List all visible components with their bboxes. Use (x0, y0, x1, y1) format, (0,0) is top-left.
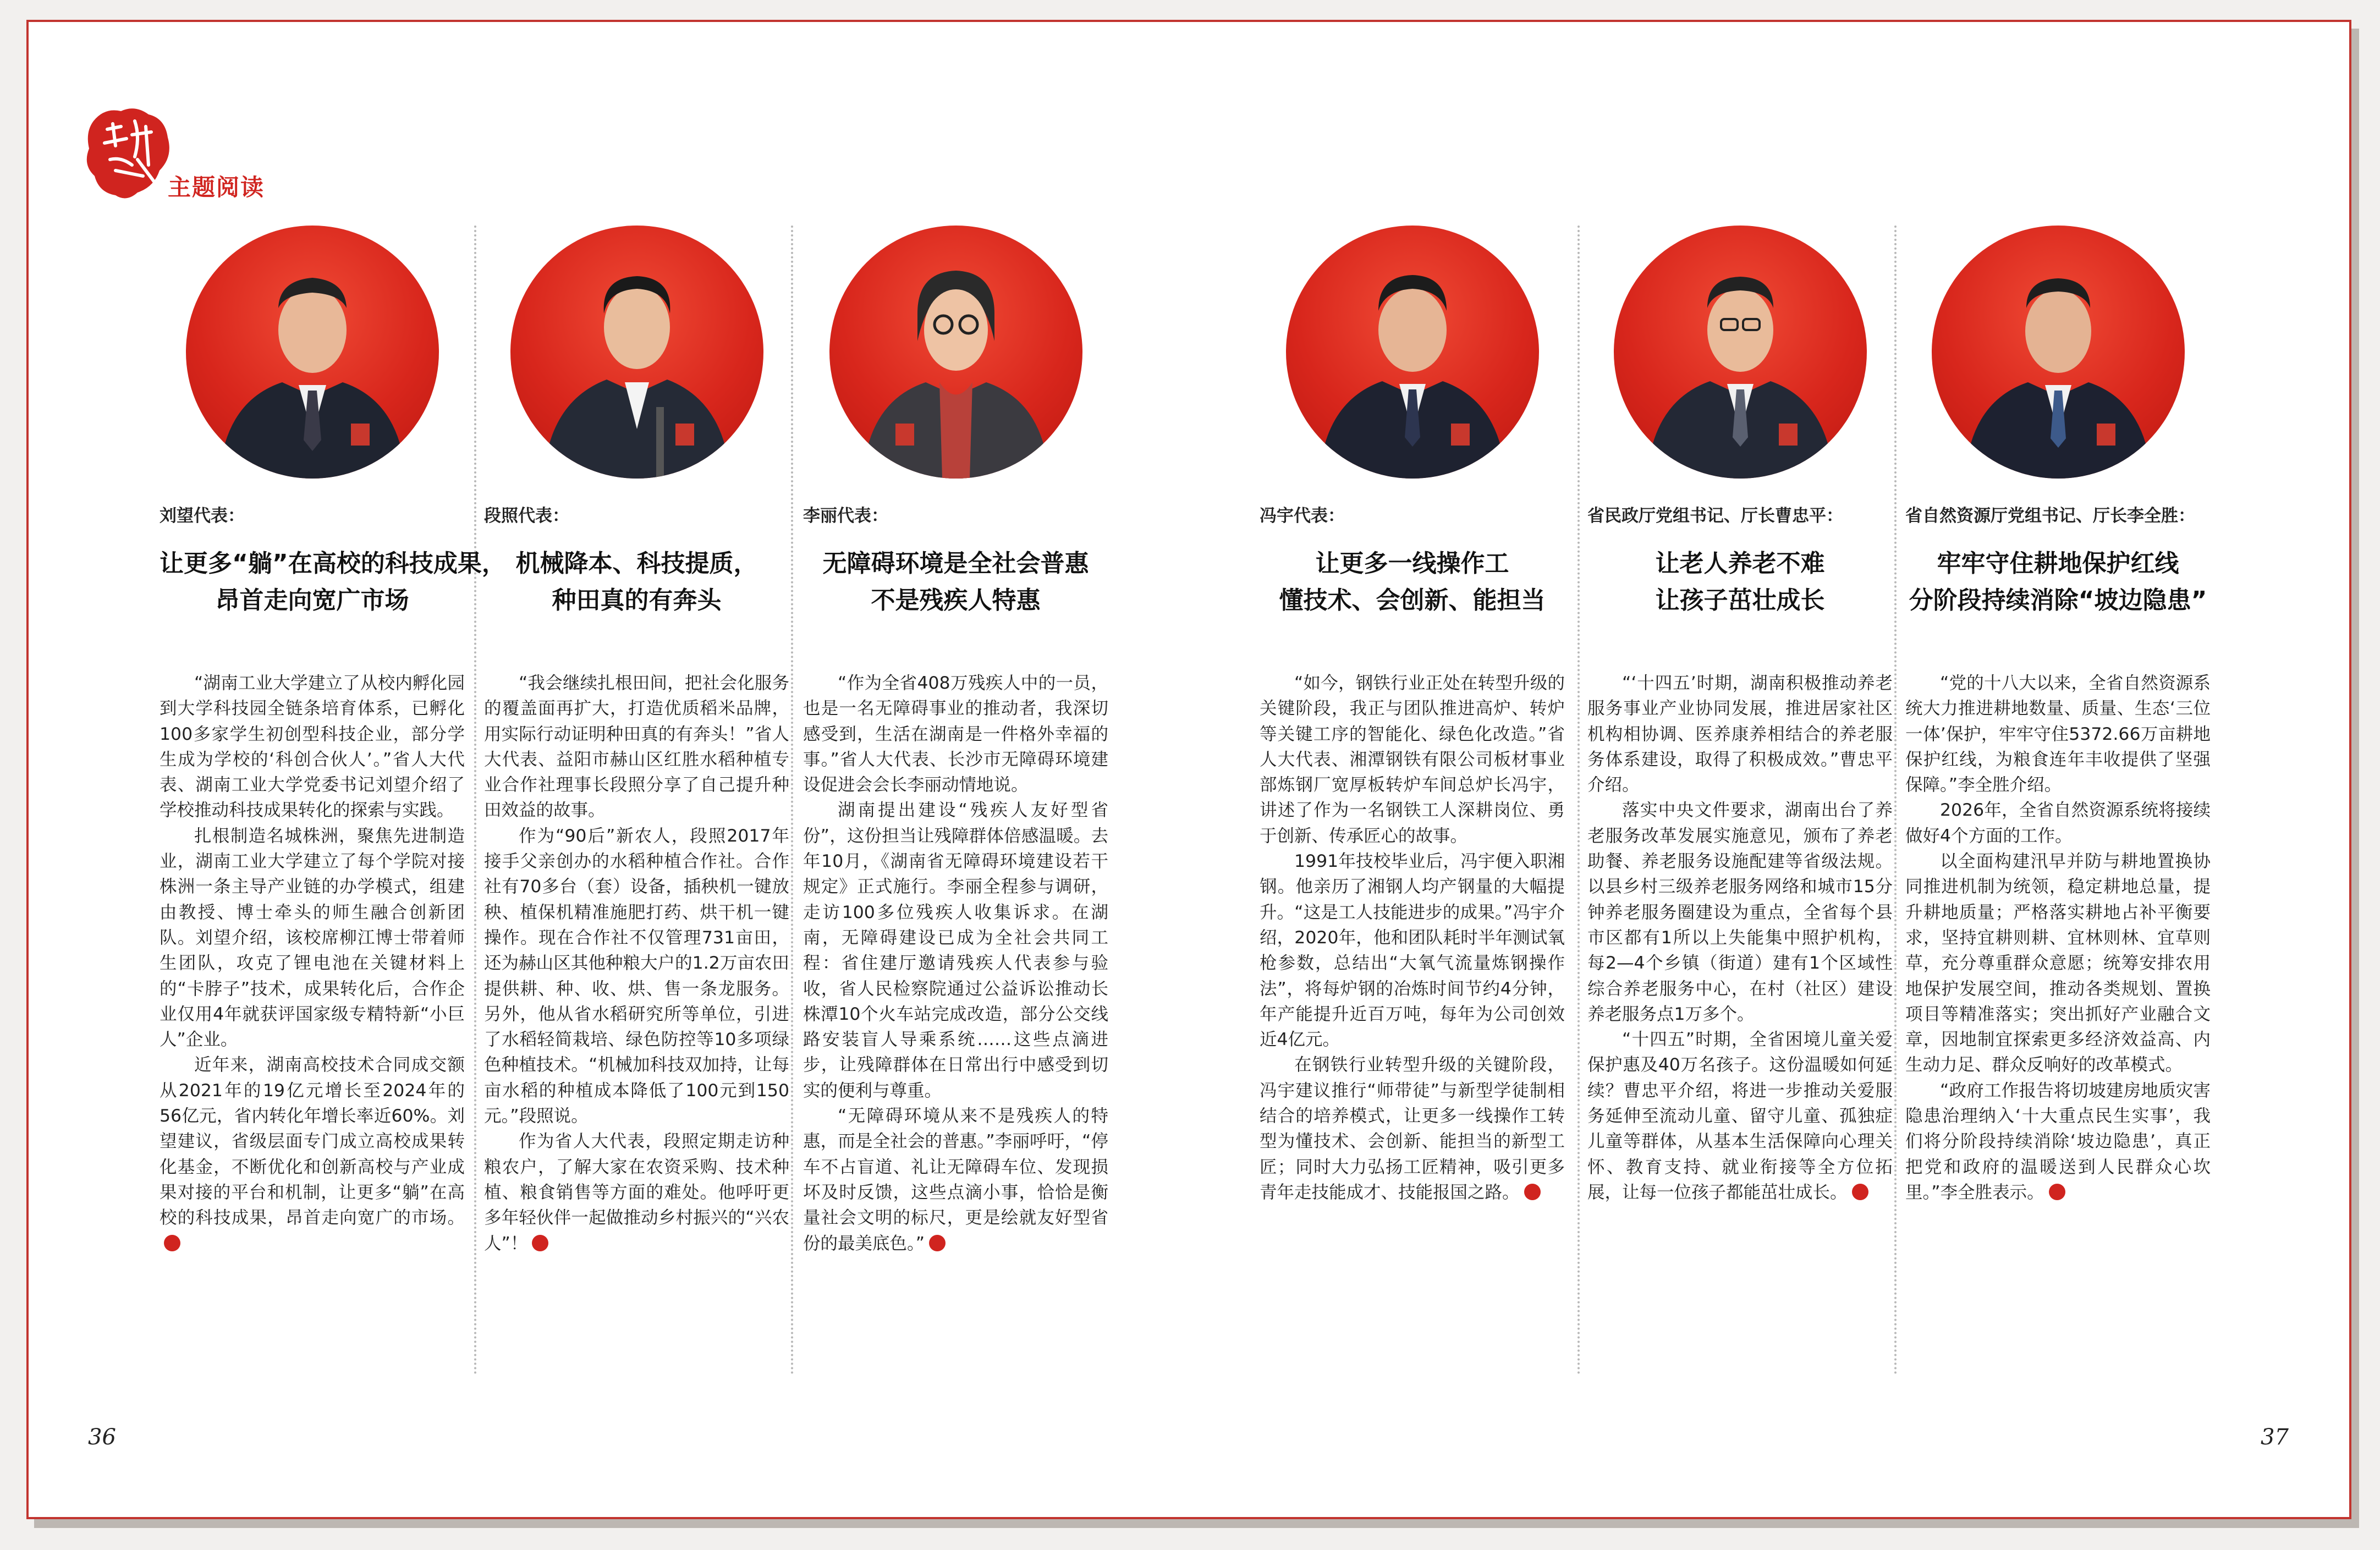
speaker-name: 李丽代表： (803, 506, 888, 526)
portrait-photo (1286, 226, 1539, 479)
article-headline: 让更多“躺”在高校的科技成果， 昂首走向宽广市场 (160, 549, 506, 614)
end-mark-icon (532, 1235, 548, 1251)
speaker-name: 刘望代表： (160, 506, 245, 526)
speaker-name: 段照代表： (484, 506, 569, 526)
portrait-photo (186, 226, 439, 479)
article-headline: 让老人养老不难 让孩子茁壮成长 (1655, 549, 1825, 614)
end-mark-icon (2049, 1184, 2065, 1200)
page-number-left: 36 (88, 1425, 116, 1450)
portrait-photo (829, 226, 1082, 479)
article-body: “作为全省408万残疾人中的一员，也是一名无障碍事业的推动者，我深切感受到，生活在湖南是一件格外幸福的事。”省人大代表、长沙市无障碍环境建设促进会会长李丽动情地说。 湖南提出建设“残疾人友好型省份”，这份担当让残障群体倍感温暖。去年10月，《湖南省无障碍环境建设若干规定》正式施行。李丽全程参与调研，走访100多位残疾人收集诉求。在湖南，无障碍建设已成为全社会共同工程：省住建厅邀请残疾人代表参与验收，省人民检察院通过公益诉讼推动长株潭10个火车站完成改造，部分公交线路安装盲人导乘系统……这些点滴进步，让残障群体在日常出行中感受到切实的便利与尊重。 “无障碍环境从来不是残疾人的特惠，而是全社会的普惠。”李丽呼吁，“停车不占盲道、礼让无障碍车位、发现损坏及时反馈，这些点滴小事，恰恰是衡量社会文明的标尺，更是绘就友好型省份的最美底色。” (803, 673, 1108, 1254)
column-divider (1577, 226, 1580, 1375)
article-column (1260, 226, 1565, 1205)
article-body: “‘十四五’时期，湖南积极推动养老服务事业产业协同发展，推进居家社区机构相协调、医养康养相结合的养老服务体系建设，取得了积极成效。”曹忠平介绍。 落实中央文件要求，湖南出台了养老服务改革发展实施意见，颁布了养老助餐、养老服务设施配建等省级法规。以县乡村三级养老服务网络和城市15分钟养老服务圈建设为重点，全省每个县市区都有1所以上失能集中照护机构，每2—4个乡镇（街道）建有1个区域性综合养老服务中心，在村（社区）建设养老服务点1万多个。 “十四五”时期，全省困境儿童关爱保护惠及40万名孩子。这份温暖如何延续？曹忠平介绍，将进一步推动关爱服务延伸至流动儿童、留守儿童、孤独症儿童等群体，从基本生活保障向心理关怀、教育支持、就业衔接等全方位拓展，让每一位孩子都能茁壮成长。 (1587, 673, 1893, 1202)
article-column (803, 226, 1108, 1256)
speaker-name: 冯宇代表： (1260, 506, 1345, 526)
article-body: “如今，钢铁行业正处在转型升级的关键阶段，我正与团队推进高炉、转炉等关键工序的智能化、绿色化改造。”省人大代表、湘潭钢铁有限公司板材事业部炼钢厂宽厚板转炉车间总炉长冯宇，讲述了作为一名钢铁工人深耕岗位、勇于创新、传承匠心的故事。 1991年技校毕业后，冯宇便入职湘钢。他亲历了湘钢人均产钢量的大幅提升。“这是工人技能进步的成果。”冯宇介绍，2020年，他和团队耗时半年测试氧枪参数，总结出“大氧气流量炼钢操作法”，将每炉钢的冶炼时间节约4分钟，年产能提升近百万吨，每年为公司创效近4亿元。 在钢铁行业转型升级的关键阶段，冯宇建议推行“师带徒”与新型学徒制相结合的培养模式，让更多一线操作工转型为懂技术、会创新、能担当的新型工匠；同时大力弘扬工匠精神，吸引更多青年走技能成才、技能报国之路。 (1260, 673, 1565, 1202)
speaker-name: 省民政厅党组书记、厅长曹忠平： (1587, 506, 1843, 526)
end-mark-icon (1852, 1184, 1868, 1200)
article-column (484, 226, 789, 1256)
section-label: 主题阅读 (168, 174, 265, 201)
article-headline: 让更多一线操作工 懂技术、会创新、能担当 (1279, 549, 1546, 614)
column-divider (474, 226, 476, 1375)
article-headline: 机械降本、科技提质， 种田真的有奔头 (515, 549, 758, 614)
article-column (160, 226, 506, 1256)
article-body: “湖南工业大学建立了从校内孵化园到大学科技园全链条培育体系，已孵化100多家学生初创型科技企业，部分学生成为学校的‘科创合伙人’。”省人大代表、湖南工业大学党委书记刘望介绍了学校推动科技成果转化的探索与实践。 扎根制造名城株洲，聚焦先进制造业，湖南工业大学建立了每个学院对接株洲一条主导产业链的办学模式，组建由教授、博士牵头的师生融合创新团队。刘望介绍，该校席柳江博士带着师生团队，攻克了锂电池在关键材料上的“卡脖子”技术，成果转化后，合作企业仅用4年就获评国家级专精特新“小巨人”企业。 近年来，湖南高校技术合同成交额从2021年的19亿元增长至2024年的56亿元，省内转化年增长率近60%。刘望建议，省级层面专门成立高校成果转化基金，不断优化和创新高校与产业成果对接的平台和机制，让更多“躺”在高校的科技成果，昂首走向宽广的市场。 (160, 670, 465, 1256)
page-number-right: 37 (2261, 1425, 2289, 1450)
column-divider (1894, 226, 1897, 1375)
article-column (1905, 226, 2211, 1205)
portrait-photo (510, 226, 763, 479)
magazine-logo (83, 105, 173, 204)
portrait-photo (1614, 226, 1867, 479)
portrait-photo (1932, 226, 2185, 479)
end-mark-icon (164, 1235, 180, 1251)
article-body: “党的十八大以来，全省自然资源系统大力推进耕地数量、质量、生态‘三位一体’保护，牢牢守住5372.66万亩耕地保护红线，为粮食连年丰收提供了坚强保障。”李全胜介绍。 2026年，全省自然资源系统将接续做好4个方面的工作。 以全面构建汛早并防与耕地置换协同推进机制为统领，稳定耕地总量，提升耕地质量；严格落实耕地占补平衡要求，坚持宜耕则耕、宜林则林、宜草则草，充分尊重群众意愿；统筹安排农用地保护发展空间，推动各类规划、置换项目等精准落实；突出抓好产业融合文章，因地制宜探索更多经济效益高、内生动力足、群众反响好的改革模式。 “政府工作报告将切坡建房地质灾害隐患治理纳入‘十大重点民生实事’，我们将分阶段持续消除‘坡边隐患’，真正把党和政府的温暖送到人民群众心坎里。”李全胜表示。 (1905, 673, 2211, 1202)
column-divider (791, 226, 793, 1375)
end-mark-icon (929, 1235, 946, 1251)
speaker-name: 省自然资源厅党组书记、厅长李全胜： (1905, 506, 2195, 526)
article-headline: 牢牢守住耕地保护红线 分阶段持续消除“坡边隐患” (1909, 549, 2207, 614)
article-body: “我会继续扎根田间，把社会化服务的覆盖面再扩大，打造优质稻米品牌，用实际行动证明种田真的有奔头！”省人大代表、益阳市赫山区红胜水稻种植专业合作社理事长段照分享了自己提升种田效益的故事。 作为“90后”新农人，段照2017年接手父亲创办的水稻种植合作社。合作社有70多台（套）设备，插秧机一键放秧、植保机精准施肥打药、烘干机一键操作。现在合作社不仅管理731亩田，还为赫山区其他种粮大户的1.2万亩农田提供耕、种、收、烘、售一条龙服务。另外，他从省水稻研究所等单位，引进了水稻轻简栽培、绿色防控等10多项绿色种植技术。“机械加科技双加持，让每亩水稻的种植成本降低了100元到150元。”段照说。 作为省人大代表，段照定期走访种粮农户，了解大家在农资采购、技术种植、粮食销售等方面的难处。他呼吁更多年轻伙伴一起做推动乡村振兴的“兴农人”！ (484, 673, 789, 1254)
end-mark-icon (1524, 1184, 1541, 1200)
article-column (1587, 226, 1893, 1205)
article-headline: 无障碍环境是全社会普惠 不是残疾人特惠 (822, 549, 1089, 614)
